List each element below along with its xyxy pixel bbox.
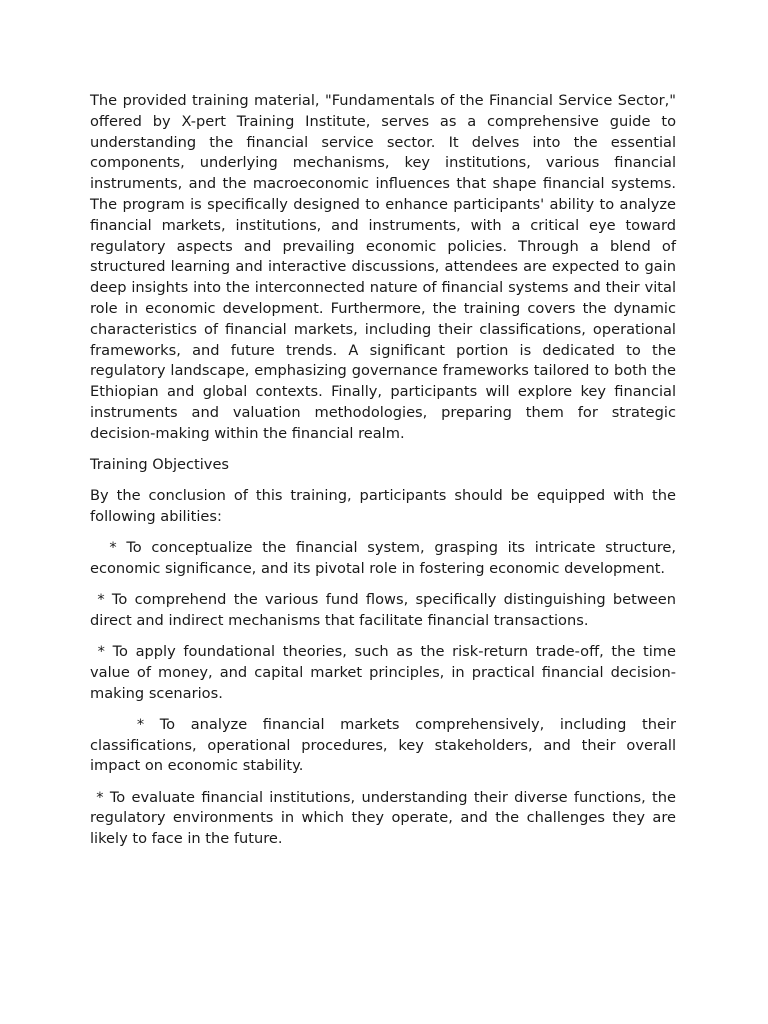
document-page: [90, 91, 681, 860]
objective-item: * To analyze financial markets comprehensively, including their classifications, operational procedures, key stakeholders, and their overall impact on economic stability.: [90, 715, 681, 775]
objective-item: * To evaluate financial institutions, understanding their diverse functions, the regulatory environments in which they operate, and the challenges they are likely to face in the future.: [90, 788, 681, 848]
objectives-heading: Training Objectives: [90, 455, 230, 473]
objectives-lead: By the conclusion of this training, participants should be equipped with the following abilities:: [90, 487, 676, 525]
objective-item: * To apply foundational theories, such as the risk-return trade-off, the time value of money, and capital market principles, in practical financial decision-making scenarios.: [90, 643, 681, 702]
objective-item: * To conceptualize the financial system, grasping its intricate structure, economic significance, and its pivotal role in fostering economic development.: [90, 539, 681, 577]
objective-item: * To comprehend the various fund flows, specifically distinguishing between direct and indirect mechanisms that facilitate financial transactions.: [90, 591, 681, 629]
intro-paragraph: The provided training material, "Fundamentals of the Financial Service Sector," offered by X-pert Training Institute, serves as a comprehensive guide to understanding the financial service sector. It delves into the essential components, underlying mechanisms, key institutions, various financial instruments, and the macroeconomic influences that shape financial systems. The program is specifically designed to enhance participants' ability to analyze financial markets, institutions, and instruments, with a critical eye toward regulatory aspects and prevailing economic policies. Through a blend of structured learning and interactive discussions, attendees are expected to gain deep insights into the interconnected nature of financial systems and their vital role in economic development. Furthermore, the training covers the dynamic characteristics of financial markets, including their classifications, operational frameworks, and future trends. A significant portion is dedicated to the regulatory landscape, emphasizing governance frameworks tailored to both the Ethiopian and global contexts. Finally, participants will explore key financial instruments and valuation methodologies, preparing them for strategic decision-making within the financial realm.: [90, 92, 676, 442]
